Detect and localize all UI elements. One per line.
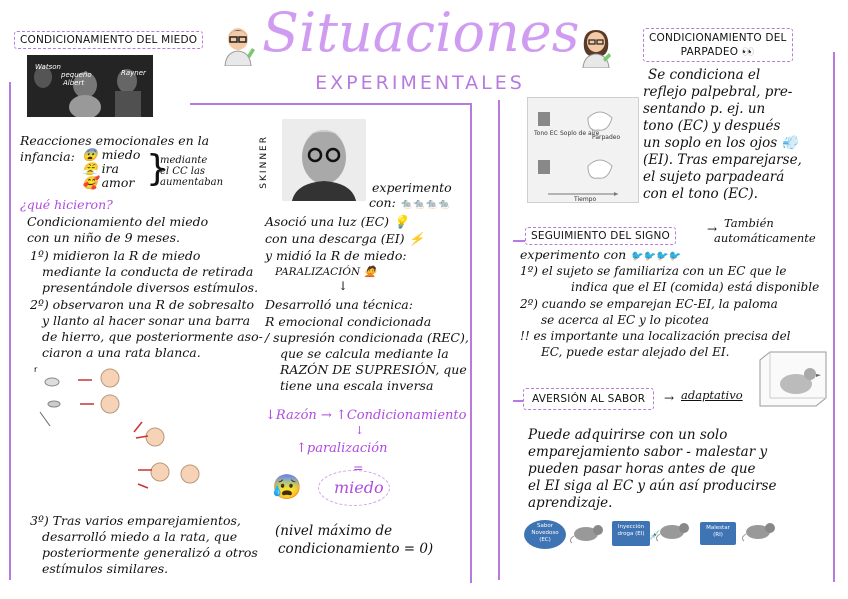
right-line-1: Se condiciona el: [648, 67, 761, 83]
right-vertical-line: [833, 52, 835, 582]
signo-line-0: experimento con 🐦🐦🐦🐦: [520, 247, 681, 262]
scientist-woman-emoji: [578, 28, 614, 68]
miedo-word: miedo: [334, 478, 384, 497]
watson-albert-photo: [27, 55, 153, 117]
left-line-12: posteriormente generalizó a otros: [42, 545, 258, 560]
box-inyeccion-droga: Inyección droga (EI): [612, 521, 650, 546]
label-albert-1: pequeño: [61, 71, 92, 79]
signo-line-4: se acerca al EC y lo picotea: [541, 313, 710, 327]
rat-image-3: [742, 516, 778, 542]
arrow-right-icon: →: [707, 222, 718, 236]
box-malestar: Malestar (RI): [700, 522, 736, 545]
anger-emoji-icon: 😤: [82, 161, 98, 176]
signo-line-6: EC, puede estar alejado del EI.: [541, 345, 730, 359]
left-line-10: 3º) Tras varios emparejamientos,: [30, 513, 241, 528]
center-vertical-line: [498, 100, 500, 580]
wind-icon: 💨: [781, 135, 799, 151]
signo-line-5: !! es importante una localización precisa del: [520, 329, 791, 343]
fearful-face-icon: 😰: [272, 473, 302, 501]
tag-aversion-sabor: AVERSIÓN AL SABOR: [523, 388, 654, 410]
left-line-5: presentándole diversos estímulos.: [42, 280, 259, 295]
lightning-icon: ⚡: [408, 231, 425, 246]
left-line-7: y llanto al hacer sonar una barra: [42, 313, 251, 328]
fig-label-tiempo: Tiempo: [574, 196, 597, 203]
signo-line-2: indica que el EI (comida) está disponible: [571, 280, 820, 294]
sabor-line-1: Puede adquirirse con un solo: [528, 427, 728, 443]
emotion-list: 😨 miedo 😤 ira 🥰 amor: [82, 147, 141, 190]
right-line-2: reflejo palpebral, pre-: [643, 84, 793, 100]
paralizacion-increase: ↑paralización: [296, 441, 388, 456]
sabor-line-2: emparejamiento sabor - malestar y: [528, 444, 768, 460]
left-intro-1: Reacciones emocionales en la: [20, 133, 210, 148]
pigeon-box-image: [758, 350, 828, 408]
left-top-line: [190, 103, 470, 105]
albert-experiment-diagram: [30, 362, 240, 512]
razon-relation: ↓Razón → ↑Condicionamiento: [265, 408, 467, 423]
right-line-8: con el tono (EC).: [643, 186, 758, 202]
question-heading: ¿qué hicieron?: [20, 197, 113, 212]
sabor-line-4: el EI siga al EC y aún así producirse: [528, 478, 777, 494]
left-line-8: de hierro, que posteriormente aso-: [42, 329, 263, 344]
experiment-label-1: experimento: [372, 180, 452, 195]
svg-text:r: r: [34, 365, 38, 374]
rat-image-1: [570, 518, 606, 544]
signo-line-3: 2º) cuando se emparejan EC-EI, la paloma: [520, 297, 778, 311]
left-line-13: estímulos similares.: [42, 561, 169, 576]
lightbulb-icon: 💡: [393, 214, 409, 229]
sabor-line-5: aprendizaje.: [528, 495, 613, 511]
left-line-1: Condicionamiento del miedo: [27, 214, 209, 229]
rat-image-2: [656, 516, 692, 542]
experiment-label-2: con: 🐀🐀🐀🐀: [369, 195, 450, 210]
right-line-3: sentando p. ej. un: [643, 101, 766, 117]
right-line-6: (EI). Tras emparejarse,: [643, 152, 802, 168]
signo-note-1: También: [724, 216, 774, 230]
middle-line-7: / supresión condicionada (REC),: [265, 330, 469, 345]
page-title: Situaciones: [262, 1, 580, 64]
left-line-9: ciaron a una rata blanca.: [42, 345, 201, 360]
right-line-5: un soplo en los ojos 💨: [643, 135, 799, 151]
left-line-11: desarrolló miedo a la rata, que: [42, 529, 238, 544]
brace-text: mediante el CC las aumentaban: [160, 155, 224, 188]
middle-line-9: RAZÓN DE SUPRESIÓN, que: [280, 362, 467, 377]
down-arrow-icon: ↓: [338, 279, 349, 293]
equals-sign: =: [353, 460, 364, 475]
fig-label-tono: Tono EC: [534, 130, 558, 137]
tag-condicionamiento-parpadeo: CONDICIONAMIENTO DEL PARPADEO 👀: [643, 28, 793, 62]
sabor-line-3: pueden pasar horas antes de que: [528, 461, 756, 477]
page-subtitle: EXPERIMENTALES: [315, 72, 525, 94]
scientist-man-emoji: [220, 26, 256, 66]
nivel-maximo-1: (nivel máximo de: [275, 523, 393, 539]
left-intro-2: infancia:: [20, 149, 75, 164]
signo-line-1: 1º) el sujeto se familiariza con un EC que le: [520, 264, 787, 278]
box-sabor-novedoso: Sabor Novedoso (EC): [524, 520, 566, 549]
middle-divider: [470, 103, 472, 583]
frozen-person-icon: 🙅: [363, 266, 377, 278]
fig-label-soplo: Soplo de aire: [560, 130, 600, 137]
middle-line-2: con una descarga (EI) ⚡: [265, 231, 425, 246]
syringe-icon: 💉: [649, 531, 661, 541]
skinner-photo: [282, 119, 366, 201]
middle-line-8: que se calcula mediante la: [280, 346, 449, 361]
tag-seguimiento-signo: SEGUIMIENTO DEL SIGNO: [525, 227, 676, 245]
middle-line-1: Asoció una luz (EC) 💡: [265, 214, 409, 229]
right-line-7: el sujeto parpadeará: [643, 169, 785, 185]
eyes-icon: 👀: [741, 46, 755, 58]
left-line-2: con un niño de 9 meses.: [27, 230, 180, 245]
fear-emoji-icon: 😨: [82, 147, 98, 162]
signo-note-2: automáticamente: [714, 231, 816, 245]
tag-condicionamiento-miedo: CONDICIONAMIENTO DEL MIEDO: [14, 31, 203, 49]
pigeon-emoji-icon: 🐦🐦🐦🐦: [630, 251, 681, 262]
label-rayner: Rayner: [121, 69, 146, 77]
left-line-4: mediante la conducta de retirada: [42, 264, 254, 279]
label-albert-2: Albert: [63, 79, 85, 87]
middle-line-5: Desarrolló una técnica:: [265, 297, 413, 312]
label-watson: Watson: [35, 63, 61, 71]
middle-paralizacion: PARALIZACIÓN 🙅: [275, 266, 377, 278]
brace-icon: }: [146, 148, 169, 189]
left-vertical-line: [9, 82, 11, 580]
adaptativo-note: adaptativo: [681, 388, 743, 402]
down-arrow-icon-2: ↓: [355, 424, 365, 437]
arrow-right-icon-2: →: [664, 391, 675, 405]
left-line-3: 1º) midieron la R de miedo: [30, 248, 201, 263]
rat-emoji-icon: 🐀🐀🐀🐀: [399, 199, 450, 210]
middle-line-3: y midió la R de miedo:: [265, 248, 407, 263]
parpadeo-diagram: [527, 97, 639, 203]
left-line-6: 2º) observaron una R de sobresalto: [30, 297, 255, 312]
middle-line-6: R emocional condicionada: [265, 314, 432, 329]
nivel-maximo-2: condicionamiento = 0): [278, 541, 434, 557]
love-emoji-icon: 🥰: [82, 175, 98, 190]
skinner-label: SKINNER: [259, 135, 269, 189]
fig-label-parpadeo: Parpadeo: [592, 134, 621, 141]
right-line-4: tono (EC) y después: [643, 118, 781, 134]
middle-line-10: tiene una escala inversa: [280, 378, 434, 393]
